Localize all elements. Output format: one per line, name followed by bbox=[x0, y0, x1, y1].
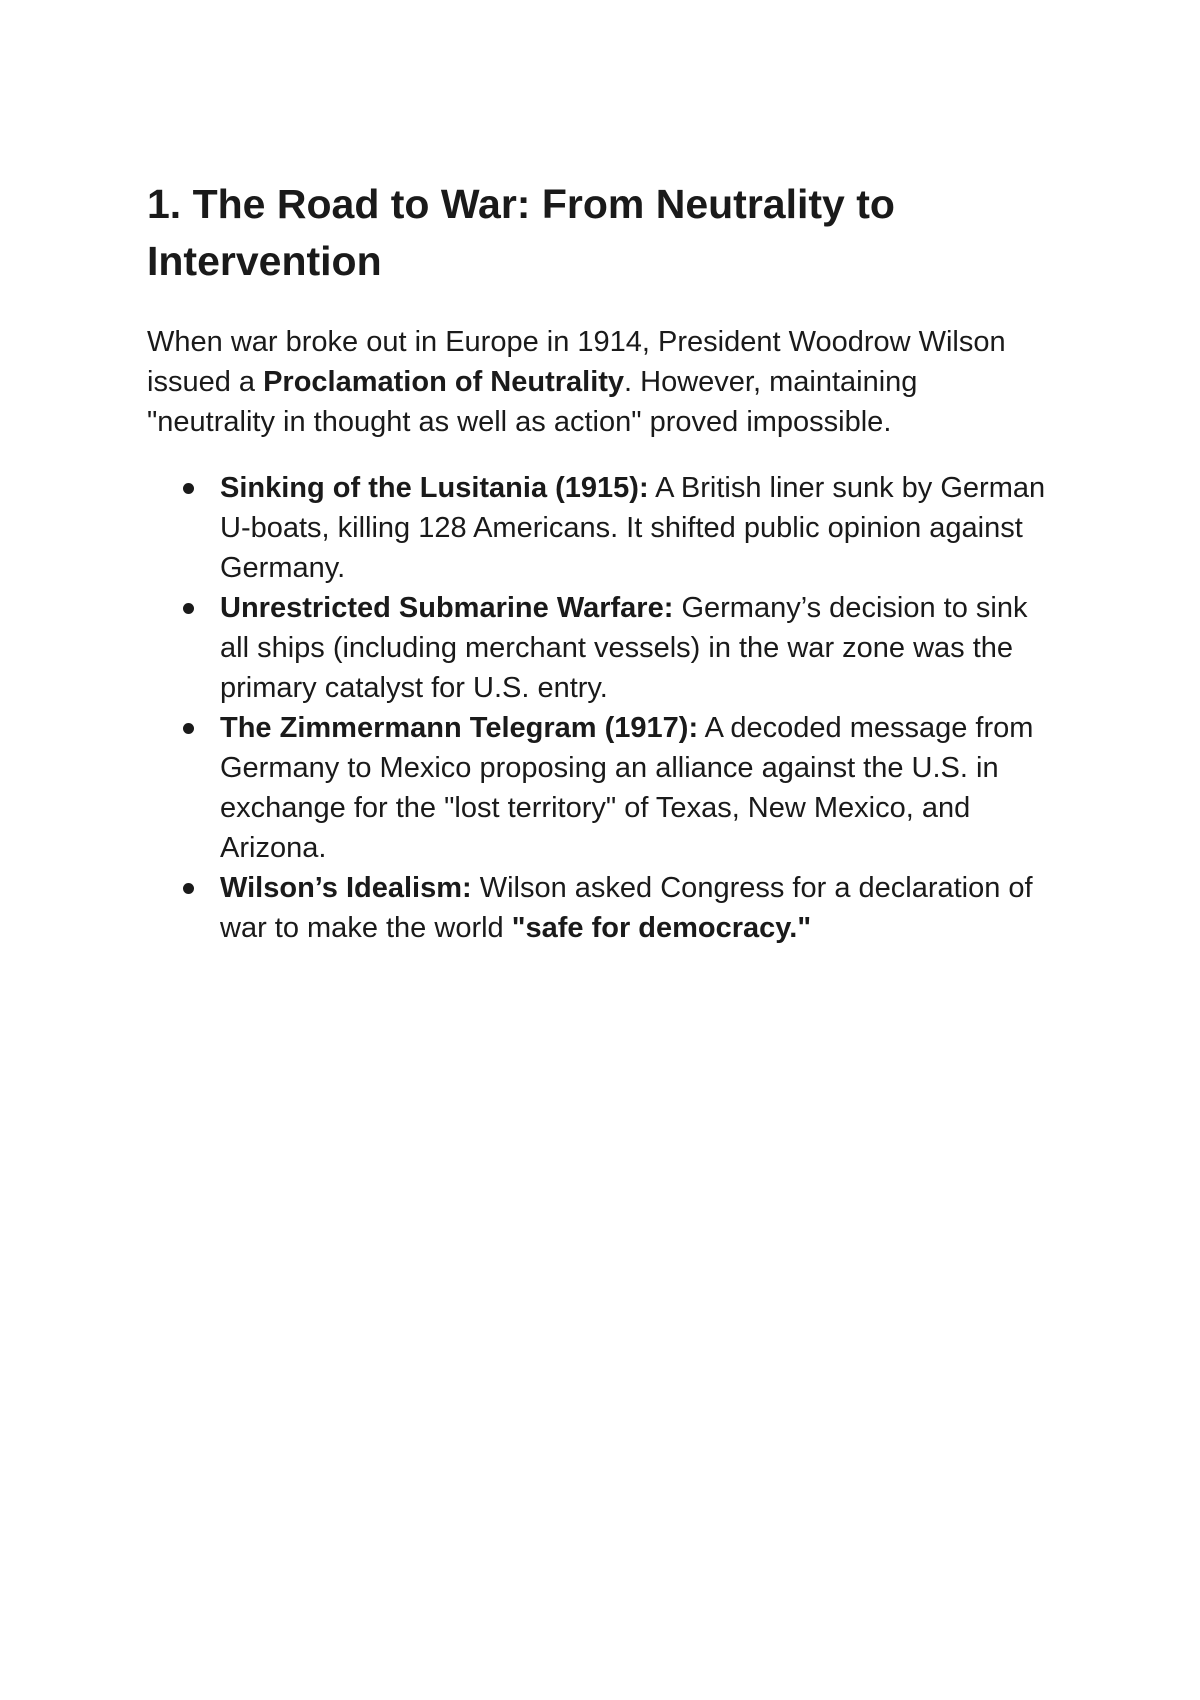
item-title: Sinking of the Lusitania (1915): bbox=[220, 472, 649, 504]
document-page bbox=[147, 176, 1067, 948]
item-title: The Zimmermann Telegram (1917): bbox=[220, 712, 699, 744]
section-heading: 1. The Road to War: From Neutrality to Intervention bbox=[147, 181, 895, 284]
intro-text-after: . However, maintaining "neutrality in thought as well as action" proved impossible. bbox=[147, 366, 918, 438]
bullet-icon bbox=[183, 883, 194, 894]
item-text: A British liner sunk by German U-boats, killing 128 Americans. It shifted public opinion against Germany. bbox=[220, 472, 1046, 584]
list-item-wilson-idealism bbox=[147, 868, 1050, 948]
bullet-icon bbox=[183, 723, 194, 734]
item-title: Wilson’s Idealism: bbox=[220, 872, 472, 904]
item-text: A decoded message from Germany to Mexico proposing an alliance against the U.S. in exchange for the "lost territory" of Texas, New Mexico, and Arizona. bbox=[220, 712, 1034, 864]
bullet-icon bbox=[183, 483, 194, 494]
event-list bbox=[147, 468, 1067, 948]
bullet-icon bbox=[183, 603, 194, 614]
list-item-submarine-warfare bbox=[147, 588, 1050, 708]
list-item-lusitania bbox=[147, 468, 1050, 588]
item-title: Unrestricted Submarine Warfare: bbox=[220, 592, 674, 624]
intro-paragraph bbox=[147, 322, 1052, 442]
item-text: Germany’s decision to sink all ships (including merchant vessels) in the war zone was the primary catalyst for U.S. entry. bbox=[220, 592, 1028, 704]
item-bold-quote: "safe for democracy." bbox=[511, 912, 812, 944]
intro-text-before: When war broke out in Europe in 1914, President Woodrow Wilson issued a bbox=[147, 326, 1006, 398]
intro-bold-term: Proclamation of Neutrality bbox=[263, 366, 625, 398]
list-item-zimmermann-telegram bbox=[147, 708, 1050, 868]
item-text: Wilson asked Congress for a declaration of war to make the world bbox=[220, 872, 1033, 944]
